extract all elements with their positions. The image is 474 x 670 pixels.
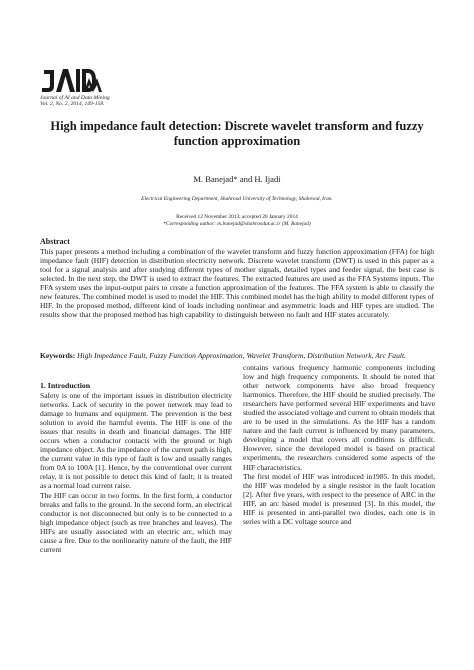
abstract-text: This paper presents a method including a combination of the wavelet transform and fuzzy function approximation (FFA) for high impedance fault (HIF) detection in distribution electricity network. Discrete wavelet transform (DWT) is used in this paper as a tool for a signal analysis and after studying different types of mother signals, detailed types and feeder signal, the best case is selected. In the next step, the DWT is used to extract the features. The extracted features are used as the FFA Systems inputs. The FFA system uses the input-output pairs to create a function approximation of the features. The FFA system is able to classify the new features. The combined model is used to model the HIF. This combined model has the high ability to model different types of HIF. In the proposed method, different kind of loads including nonlinear and asymmetric loads and HIF types are studied. The results show that the proposed method has high capability to distinguish between no fault and HIF states accurately. [40,247,434,320]
body-paragraph: The first model of HIF was introduced in1985. In this model, the HIF was modeled by a single resistor in the fault location [2]. After five years, with respect to the presence of ARC in the HIF, an arc based model is presented [3]. In this model, the HIF is presented in anti-parallel two diodes, each one is in series with a DC voltage source and [243,471,435,526]
body-paragraph: contains various frequency harmonic components including low and high frequency components. It should be noted that other network components have also broad frequency harmonics. Therefore, the HIF should be studied precisely. The researchers have performed several HIF experiments and have studied the associated voltage and current to obtain models that are to be used in the simulations. As the HIF has a random nature and the fault current is influenced by many parameters, developing a model that covers all conditions is difficult. However, since the developed model is based on practical experiments, the researchers considered some aspects of the HIF characteristics. [243,363,435,472]
received-dates: Received 12 November 2013; accepted 20 January 2014 [176,214,298,220]
journal-logo [40,66,104,94]
keywords [40,351,434,360]
body-paragraph: The HIF can occur in two forms. In the first form, a conductor breaks and falls to the ground. In the second form, an electrical conductor is not disconnected but only is to be connected to a high impedance object (such as tree branches and leaves). The HIFs are usually associated with an electric arc, which may cause a fire. Due to the nonlinearity nature of the fault, the HIF current [40,490,232,554]
journal-name: Journal of AI and Data Mining [40,95,110,101]
keywords-label: Keywords: [40,351,76,360]
body-paragraph: Safety is one of the important issues in distribution electricity networks. Lack of security in the power network may lead to damage to humans and equipment. The prevention is the best solution to avoid the harmful events. The HIF is one of the issues that results in death and financial damages. The HIF occurs when a conductor contacts with the ground or high impedance object. As the impedance of the current path is high, the current value in this type of fault is low and usually ranges from 0A to 100A [1]. Hence, by the conventional over current relay, it is not possible to detect this kind of fault; it is treated as a normal load current raise. [40,391,232,491]
right-column [243,363,435,526]
journal-volume: Vol. 2, No. 2, 2014, 149-158. [40,101,105,107]
paper-authors: M. Banejad* and H. Ijadi [193,174,281,184]
paper-title: High impedance fault detection: Discrete wavelet transform and fuzzy function approximation [50,119,424,148]
corresponding-author: *Corresponding author: m.banejad@shahroodut.ac.ir (M. Banejad) [163,221,311,227]
keywords-list: High Impedance Fault, Fuzzy Function Approximation, Wavelet Transform, Distribution Network, Arc Fault. [77,351,406,360]
left-column [40,391,232,554]
author-affiliation: Electrical Engineering Department, Shahrood University of Technology, Shahrood, Iran. [141,196,333,202]
abstract-heading: Abstract [40,237,70,246]
section-heading-introduction: 1. Introduction [40,381,91,390]
